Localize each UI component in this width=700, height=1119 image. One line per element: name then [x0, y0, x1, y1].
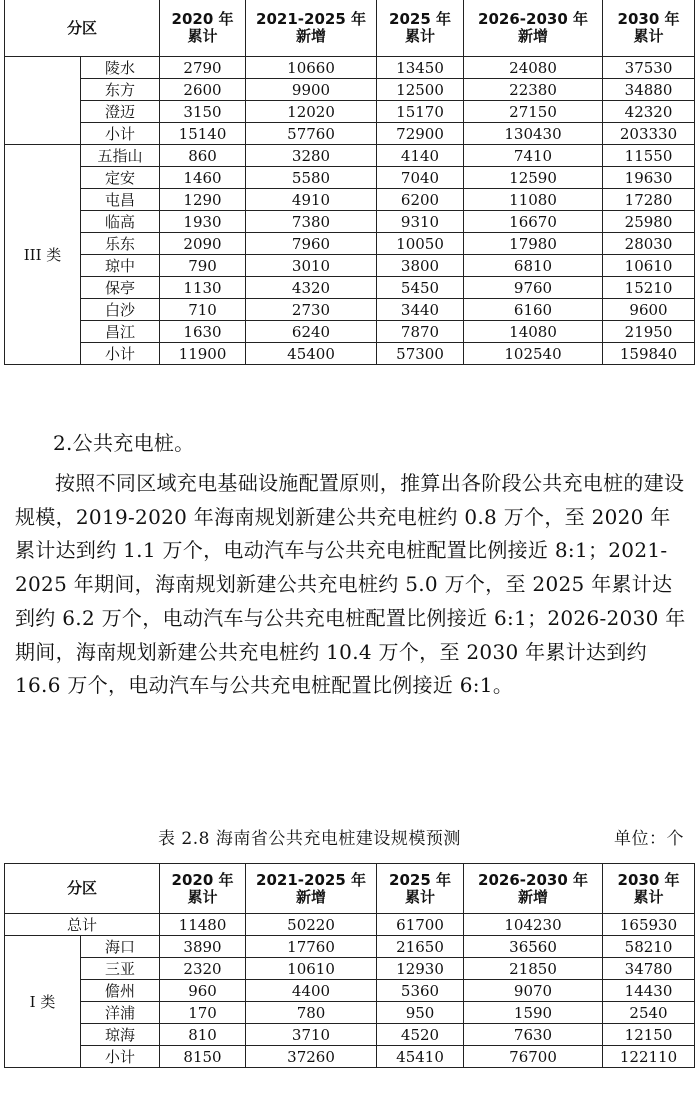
- value-cell: 170: [160, 1002, 246, 1024]
- value-cell: 12590: [464, 167, 603, 189]
- table-row: [5, 343, 695, 365]
- table-row: [5, 211, 695, 233]
- value-cell: 17280: [603, 189, 695, 211]
- table-row: [5, 980, 695, 1002]
- value-cell: 1590: [464, 1002, 603, 1024]
- value-cell: 11900: [160, 343, 246, 365]
- value-cell: 27150: [464, 101, 603, 123]
- table-caption: 表 2.8 海南省公共充电桩建设规模预测: [158, 829, 461, 849]
- value-cell: 710: [160, 299, 246, 321]
- value-cell: 10610: [246, 958, 377, 980]
- header-row: [5, 864, 695, 914]
- table-row: [5, 101, 695, 123]
- value-cell: 28030: [603, 233, 695, 255]
- value-cell: 7870: [377, 321, 464, 343]
- value-cell: 11550: [603, 145, 695, 167]
- header-col: 2025 年 累计: [377, 0, 464, 57]
- table-row: [5, 936, 695, 958]
- value-cell: 780: [246, 1002, 377, 1024]
- value-cell: 22380: [464, 79, 603, 101]
- region-name: 五指山: [81, 145, 160, 167]
- value-cell: 4320: [246, 277, 377, 299]
- header-col: 2026-2030 年 新增: [464, 0, 603, 57]
- section-paragraph: 按照不同区域充电基础设施配置原则，推算出各阶段公共充电桩的建设规模，2019-2020 年海南规划新建公共充电桩约 0.8 万个，至 2020 年累计达到约 1.1 万个，电动汽车与公共充电桩配置比例接近 8:1；2021-2025 年期间，海南规划新建公共充电桩约 5.0 万个，至 2025 年累计达到约 6.2 万个，电动汽车与公共充电桩配置比例接近 6:1；2026-2030 年期间，海南规划新建公共充电桩约 10.4 万个，至 2030 年累计达到约 16.6 万个，电动汽车与公共充电桩配置比例接近 6:1。: [15, 471, 686, 698]
- header-col: 2020 年 累计: [160, 0, 246, 57]
- header-col: 2020 年 累计: [160, 864, 246, 914]
- table-row: [5, 1024, 695, 1046]
- value-cell: 12150: [603, 1024, 695, 1046]
- value-cell: 3010: [246, 255, 377, 277]
- value-cell: 860: [160, 145, 246, 167]
- value-cell: 4520: [377, 1024, 464, 1046]
- value-cell: 21850: [464, 958, 603, 980]
- region-name: 海口: [81, 936, 160, 958]
- table-row: [5, 123, 695, 145]
- region-name: 澄迈: [81, 101, 160, 123]
- region-name: 白沙: [81, 299, 160, 321]
- value-cell: 6240: [246, 321, 377, 343]
- value-cell: 4400: [246, 980, 377, 1002]
- value-cell: 3710: [246, 1024, 377, 1046]
- value-cell: 14430: [603, 980, 695, 1002]
- value-cell: 13450: [377, 57, 464, 79]
- value-cell: 1130: [160, 277, 246, 299]
- table-row: [5, 255, 695, 277]
- header-col: 2026-2030 年 新增: [464, 864, 603, 914]
- table-row: [5, 145, 695, 167]
- region-name: 乐东: [81, 233, 160, 255]
- value-cell: 9760: [464, 277, 603, 299]
- region-name: 小计: [81, 1046, 160, 1068]
- table-row: [5, 189, 695, 211]
- value-cell: 2790: [160, 57, 246, 79]
- value-cell: 5450: [377, 277, 464, 299]
- header-col: 2030 年 累计: [603, 864, 695, 914]
- table-bottom-body: [5, 864, 695, 1068]
- value-cell: 950: [377, 1002, 464, 1024]
- value-cell: 7960: [246, 233, 377, 255]
- header-col: 2030 年 累计: [603, 0, 695, 57]
- total-label: 总计: [5, 914, 160, 936]
- value-cell: 45410: [377, 1046, 464, 1068]
- value-cell: 58210: [603, 936, 695, 958]
- region-name: 儋州: [81, 980, 160, 1002]
- value-cell: 36560: [464, 936, 603, 958]
- value-cell: 3150: [160, 101, 246, 123]
- value-cell: 72900: [377, 123, 464, 145]
- value-cell: 11080: [464, 189, 603, 211]
- header-col: 2025 年 累计: [377, 864, 464, 914]
- value-cell: 2730: [246, 299, 377, 321]
- value-cell: 76700: [464, 1046, 603, 1068]
- value-cell: 3440: [377, 299, 464, 321]
- table-unit: 单位：个: [614, 829, 684, 849]
- value-cell: 102540: [464, 343, 603, 365]
- charging-pile-table-top: [4, 0, 695, 365]
- region-name: 琼海: [81, 1024, 160, 1046]
- value-cell: 130430: [464, 123, 603, 145]
- value-cell: 42320: [603, 101, 695, 123]
- region-name: 琼中: [81, 255, 160, 277]
- value-cell: 15140: [160, 123, 246, 145]
- value-cell: 3890: [160, 936, 246, 958]
- value-cell: 37530: [603, 57, 695, 79]
- value-cell: 17980: [464, 233, 603, 255]
- header-row: [5, 0, 695, 57]
- value-cell: 2540: [603, 1002, 695, 1024]
- value-cell: 2320: [160, 958, 246, 980]
- table-row: [5, 1046, 695, 1068]
- value-cell: 21950: [603, 321, 695, 343]
- value-cell: 45400: [246, 343, 377, 365]
- region-name: 保亭: [81, 277, 160, 299]
- value-cell: 10660: [246, 57, 377, 79]
- value-cell: 6200: [377, 189, 464, 211]
- value-cell: 122110: [603, 1046, 695, 1068]
- table-row: [5, 1002, 695, 1024]
- value-cell: 159840: [603, 343, 695, 365]
- value-cell: 19630: [603, 167, 695, 189]
- table-top-body: [5, 0, 695, 365]
- table-row: [5, 167, 695, 189]
- value-cell: 9900: [246, 79, 377, 101]
- value-cell: 10050: [377, 233, 464, 255]
- value-cell: 7630: [464, 1024, 603, 1046]
- value-cell: 11480: [160, 914, 246, 936]
- header-col: 2021-2025 年 新增: [246, 0, 377, 57]
- value-cell: 6810: [464, 255, 603, 277]
- header-zone: 分区: [5, 864, 160, 914]
- total-row: [5, 914, 695, 936]
- value-cell: 7380: [246, 211, 377, 233]
- value-cell: 50220: [246, 914, 377, 936]
- value-cell: 165930: [603, 914, 695, 936]
- value-cell: 7410: [464, 145, 603, 167]
- value-cell: 15170: [377, 101, 464, 123]
- value-cell: 810: [160, 1024, 246, 1046]
- value-cell: 7040: [377, 167, 464, 189]
- table-row: [5, 79, 695, 101]
- value-cell: 1630: [160, 321, 246, 343]
- value-cell: 8150: [160, 1046, 246, 1068]
- value-cell: 61700: [377, 914, 464, 936]
- value-cell: 10610: [603, 255, 695, 277]
- value-cell: 960: [160, 980, 246, 1002]
- value-cell: 3800: [377, 255, 464, 277]
- group-ii-label: [5, 57, 81, 145]
- value-cell: 6160: [464, 299, 603, 321]
- value-cell: 14080: [464, 321, 603, 343]
- value-cell: 17760: [246, 936, 377, 958]
- value-cell: 57300: [377, 343, 464, 365]
- table-row: [5, 233, 695, 255]
- table-row: [5, 277, 695, 299]
- value-cell: 4910: [246, 189, 377, 211]
- public-charging-pile-table: [4, 863, 695, 1068]
- value-cell: 5580: [246, 167, 377, 189]
- value-cell: 24080: [464, 57, 603, 79]
- value-cell: 12500: [377, 79, 464, 101]
- value-cell: 34780: [603, 958, 695, 980]
- region-name: 小计: [81, 123, 160, 145]
- value-cell: 3280: [246, 145, 377, 167]
- value-cell: 57760: [246, 123, 377, 145]
- header-col: 2021-2025 年 新增: [246, 864, 377, 914]
- group-iii-label: III 类: [5, 145, 81, 365]
- region-name: 昌江: [81, 321, 160, 343]
- table-row: [5, 958, 695, 980]
- table-row: [5, 299, 695, 321]
- value-cell: 16670: [464, 211, 603, 233]
- group-i-label: I 类: [5, 936, 81, 1068]
- value-cell: 37260: [246, 1046, 377, 1068]
- value-cell: 34880: [603, 79, 695, 101]
- value-cell: 4140: [377, 145, 464, 167]
- value-cell: 12930: [377, 958, 464, 980]
- value-cell: 2600: [160, 79, 246, 101]
- region-name: 东方: [81, 79, 160, 101]
- value-cell: 1930: [160, 211, 246, 233]
- region-name: 三亚: [81, 958, 160, 980]
- region-name: 临高: [81, 211, 160, 233]
- header-zone: 分区: [5, 0, 160, 57]
- value-cell: 9600: [603, 299, 695, 321]
- region-name: 屯昌: [81, 189, 160, 211]
- region-name: 定安: [81, 167, 160, 189]
- value-cell: 5360: [377, 980, 464, 1002]
- value-cell: 12020: [246, 101, 377, 123]
- value-cell: 1460: [160, 167, 246, 189]
- table-row: [5, 321, 695, 343]
- value-cell: 9310: [377, 211, 464, 233]
- region-name: 陵水: [81, 57, 160, 79]
- value-cell: 203330: [603, 123, 695, 145]
- value-cell: 21650: [377, 936, 464, 958]
- value-cell: 1290: [160, 189, 246, 211]
- value-cell: 2090: [160, 233, 246, 255]
- section-subheading: 2.公共充电桩。: [53, 431, 195, 455]
- value-cell: 104230: [464, 914, 603, 936]
- table-row: [5, 57, 695, 79]
- region-name: 洋浦: [81, 1002, 160, 1024]
- value-cell: 25980: [603, 211, 695, 233]
- region-name: 小计: [81, 343, 160, 365]
- value-cell: 790: [160, 255, 246, 277]
- value-cell: 9070: [464, 980, 603, 1002]
- value-cell: 15210: [603, 277, 695, 299]
